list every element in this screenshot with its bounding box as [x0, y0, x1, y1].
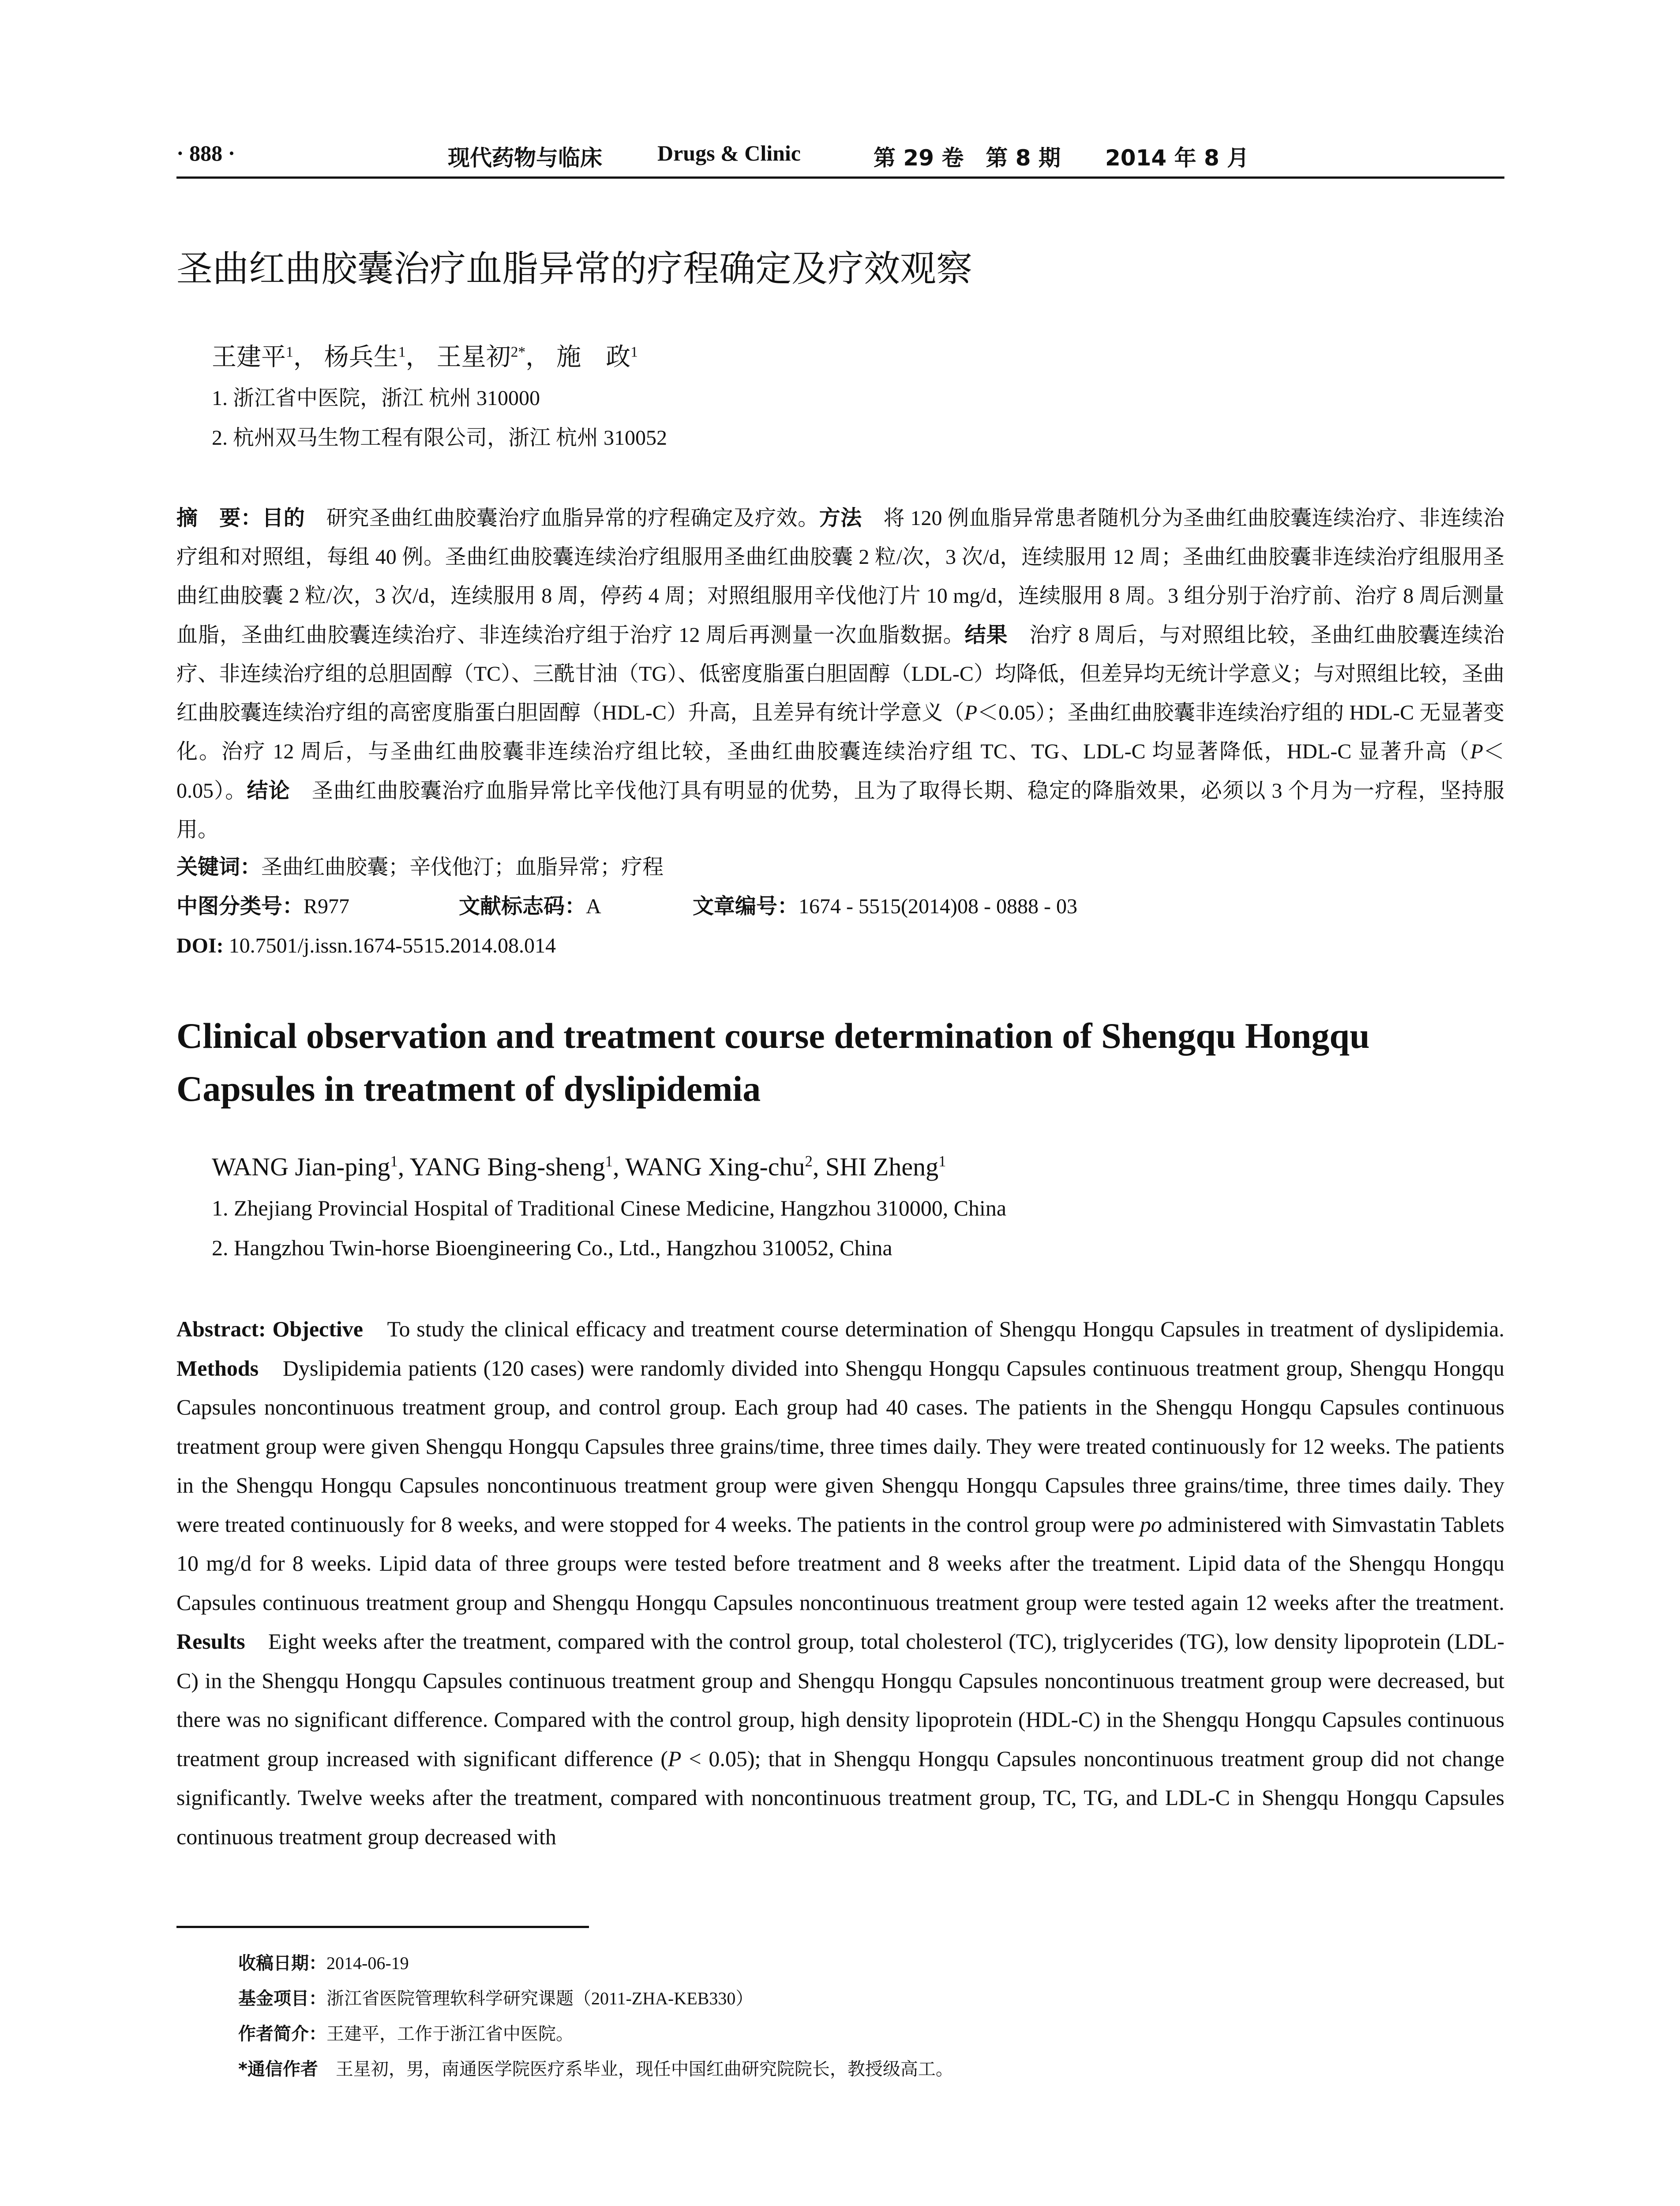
footnote-text: 2014-06-19 — [326, 1953, 409, 1973]
author-name: SHI Zheng — [825, 1152, 939, 1181]
author-affil-mark: 1 — [938, 1152, 946, 1170]
running-header — [176, 140, 1504, 180]
methods-text: administered with Simvastatin Tablets 10 mg/d for 8 weeks. Lipid data of three groups were tested before treatment and 8 weeks after the treatment. Lipid data of the Shengqu Hongqu Capsules continuous treatment group and Shengqu Hongqu Capsules noncontinuous treatment group were tested again 12 weeks after the treatment. — [176, 1512, 1505, 1615]
journal-name-cn: 现代药物与临床 — [448, 145, 602, 171]
footnote-label: *通信作者 — [238, 2059, 318, 2079]
objective-label: 目的 — [262, 506, 305, 530]
abstract-label: 摘 要： — [176, 506, 262, 530]
abstract-cn — [176, 499, 1504, 849]
title-cn: 圣曲红曲胶囊治疗血脂异常的疗程确定及疗效观察 — [176, 248, 973, 290]
doc-code-value: A — [586, 895, 601, 918]
methods-label: 方法 — [819, 506, 862, 530]
conclusion-label: 结论 — [247, 778, 290, 803]
title-en: Clinical observation and treatment course determination of Shengqu Hongqu Capsules in treatment of dyslipidemia — [176, 1016, 1370, 1109]
author-affil-mark: 2 — [805, 1152, 813, 1170]
doi-value: 10.7501/j.issn.1674-5515.2014.08.014 — [223, 934, 556, 957]
doi-line — [176, 928, 556, 964]
footnote-corresponding — [238, 2056, 953, 2082]
conclusion-text: 圣曲红曲胶囊治疗血脂异常比辛伐他汀具有明显的优势，且为了取得长期、稳定的降脂效果，必须以 3 个月为一疗程，坚持服用。 — [176, 779, 1504, 841]
p-symbol: P — [964, 701, 978, 724]
footnote-label: 收稿日期： — [238, 1953, 326, 1973]
affiliation-en-2: 2. Hangzhou Twin-horse Bioengineering Co., Ltd., Hangzhou 310052, China — [212, 1235, 892, 1260]
author-name: 王星初 — [436, 344, 511, 371]
article-no-value: 1674 - 5515(2014)08 - 0888 - 03 — [799, 895, 1077, 918]
methods-text: 将 120 例血脂异常患者随机分为圣曲红曲胶囊连续治疗、非连续治疗组和对照组，每组 40 例。圣曲红曲胶囊连续治疗组服用圣曲红曲胶囊 2 粒/次，3 次/d，连续服用 12 周；圣曲红曲胶囊非连续治疗组服用圣曲红曲胶囊 2 粒/次，3 次/d，连续服用 8 周，停药 4 周；对照组服用辛伐他汀片 10 mg/d，连续服用 8 周。3 组分别于治疗前、治疗 8 周后测量血脂，圣曲红曲胶囊连续治疗、非连续治疗组于治疗 12 周后再测量一次血脂数据。 — [176, 506, 1504, 647]
affiliation-cn-1: 1. 浙江省中医院，浙江 杭州 310000 — [212, 386, 540, 410]
methods-text: Dyslipidemia patients (120 cases) were randomly divided into Shengqu Hongqu Capsules continuous treatment group, Shengqu Hongqu Capsules noncontinuous treatment group, and control group. Each group had 40 cases. The patients in the Shengqu Hongqu Capsules continuous treatment group were given Shengqu Hongqu Capsules three grains/time, three times daily. They were treated continuously for 12 weeks. The patients in the Shengqu Hongqu Capsules noncontinuous treatment group were given Shengqu Hongqu Capsules three grains/time, three times daily. They were treated continuously for 8 weeks, and were stopped for 4 weeks. The patients in the control group were — [176, 1355, 1504, 1537]
article-no-label: 文章编号： — [693, 894, 799, 919]
results-text: ＜0.05）；圣曲红曲胶囊非连续治疗组的 HDL-C 无显著变化。治疗 12 周后，与圣曲红曲胶囊非连续治疗组比较，圣曲红曲胶囊连续治疗组 TC、TG、LDL-C 均显著降低，HDL-C 显著升高（ — [176, 701, 1505, 763]
results-text: Eight weeks after the treatment, compared with the control group, total cholesterol (TC), triglycerides (TG), low density lipoprotein (LDL-C) in the Shengqu Hongqu Capsules continuous treatment group and Shengqu Hongqu Capsules noncontinuous treatment group were decreased, but there was no significant difference. Compared with the control group, high density lipoprotein (HDL-C) in the Shengqu Hongqu Capsules continuous treatment group increased with significant difference ( — [176, 1629, 1504, 1771]
author-affil-mark: 1 — [398, 344, 406, 360]
header-rule — [176, 176, 1504, 179]
clc-label: 中图分类号： — [176, 894, 304, 919]
footnote-author-bio — [238, 2021, 574, 2047]
author-affil-mark: 1 — [286, 344, 293, 360]
author-affil-mark: 1 — [630, 344, 638, 360]
author-name: WANG Xing-chu — [625, 1152, 805, 1181]
p-symbol: P — [1470, 740, 1483, 763]
footnote-funding — [238, 1985, 753, 2012]
author-affil-mark: 1 — [605, 1152, 613, 1170]
affiliation-cn-2: 2. 杭州双马生物工程有限公司，浙江 杭州 310052 — [212, 426, 668, 450]
abstract-en — [176, 1309, 1504, 1856]
author-name: 杨兵生 — [324, 344, 398, 371]
footnote-received — [238, 1950, 409, 1977]
doc-code-label: 文献标志码： — [459, 894, 586, 919]
author-name: YANG Bing-sheng — [409, 1152, 605, 1181]
author-name: WANG Jian-ping — [212, 1152, 390, 1181]
footnote-text: 浙江省医院管理软科学研究课题（2011-ZHA-KEB330） — [326, 1988, 754, 2008]
author-name: 施 政 — [556, 344, 631, 371]
methods-label: Methods — [176, 1355, 259, 1381]
author-name: 王建平 — [212, 344, 286, 371]
author-affil-mark: 1 — [390, 1152, 398, 1170]
classification-line — [176, 889, 1077, 924]
page-number: · 888 · — [176, 141, 236, 165]
issue-date: 2014 年 8 月 — [1105, 145, 1249, 171]
footnote-rule — [176, 1926, 589, 1928]
clc-value: R977 — [304, 895, 350, 918]
footnote-label: 基金项目： — [238, 1988, 326, 2009]
footnote-text: 王建平，工作于浙江省中医院。 — [326, 2024, 574, 2044]
footnote-label: 作者简介： — [238, 2024, 326, 2044]
po-abbrev: po — [1140, 1512, 1162, 1537]
author-affil-mark: 2* — [510, 344, 526, 360]
keywords-text: 圣曲红曲胶囊；辛伐他汀；血脂异常；疗程 — [261, 855, 664, 879]
footnote-text: 王星初，男，南通医学院医疗系毕业，现任中国红曲研究院院长，教授级高工。 — [318, 2059, 953, 2079]
doi-label: DOI: — [176, 934, 224, 957]
results-label: 结果 — [964, 623, 1008, 647]
p-symbol: P — [668, 1746, 682, 1771]
authors-cn: 王建平$^1$， 杨兵生$^1$， 王星初$^{2*}$， 施 政$^1$ — [212, 344, 638, 371]
keywords-line — [176, 849, 664, 885]
authors-en: WANG Jian-ping$^1$, YANG Bing-sheng$^1$, WANG Xing-chu$^2$, SHI Zheng$^1$ — [212, 1152, 946, 1181]
results-text: < 0.05); that in Shengqu Hongqu Capsules noncontinuous treatment group did not change significantly. Twelve weeks after the treatment, compared with noncontinuous treatment group, TC, TG, and LDL-C in Shengqu Hongqu Capsules continuous treatment group decreased with — [176, 1746, 1504, 1849]
volume-issue: 第 29 卷 第 8 期 — [874, 145, 1061, 171]
journal-name-en: Drugs & Clinic — [657, 141, 801, 165]
abstract-objective-label: Abstract: Objective — [176, 1317, 363, 1341]
results-label: Results — [176, 1629, 245, 1654]
affiliation-en-1: 1. Zhejiang Provincial Hospital of Traditional Cinese Medicine, Hangzhou 310000, China — [212, 1196, 1007, 1220]
results-text: 治疗 8 周后，与对照组比较，圣曲红曲胶囊连续治疗、非连续治疗组的总胆固醇（TC）、三酰甘油（TG）、低密度脂蛋白胆固醇（LDL-C）均降低，但差异均无统计学意义；与对照组比较，圣曲红曲胶囊连续治疗组的高密度脂蛋白胆固醇（HDL-C）升高，且差异有统计学意义（ — [176, 623, 1504, 724]
objective-text: 研究圣曲红曲胶囊治疗血脂异常的疗程确定及疗效。 — [305, 506, 819, 530]
objective-text: To study the clinical efficacy and treatment course determination of Shengqu Hongqu Capsules in treatment of dyslipidemia. — [363, 1317, 1504, 1341]
keywords-label: 关键词： — [176, 855, 262, 879]
results-text: ＜0.05）。 — [176, 740, 1504, 803]
